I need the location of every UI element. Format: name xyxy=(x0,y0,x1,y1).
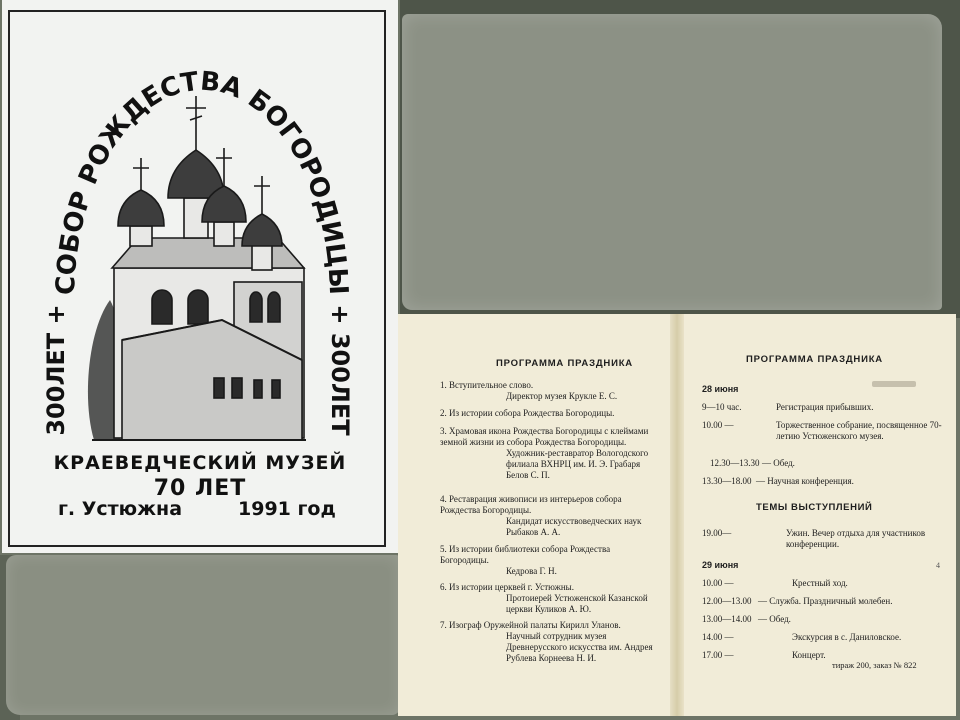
program-item-speaker: Кедрова Г. Н. xyxy=(506,566,557,576)
cover-year: 1991 год xyxy=(238,498,336,520)
schedule-event: — Обед. xyxy=(762,458,795,468)
program-item-speaker: Кандидат искусствоведческих наук Рыбаков А. А. xyxy=(506,516,642,537)
schedule-time: 10.00 — xyxy=(702,578,734,588)
program-item-title: 6. Из истории церквей г. Устюжны. xyxy=(440,582,574,592)
schedule-date: 29 июня xyxy=(702,560,739,570)
schedule-time: 14.00 — xyxy=(702,632,734,642)
program-item-speaker: Научный сотрудник музея Древнерусского искусства им. Андрея Рублева Корнеева Н. И. xyxy=(506,631,653,663)
cover-arc-right: + 300ЛЕТ xyxy=(326,304,354,436)
cover-museum-name: КРАЕВЕДЧЕСКИЙ МУЗЕЙ xyxy=(53,452,347,474)
program-item xyxy=(440,408,660,419)
cover-city: г. Устюжна xyxy=(58,498,183,520)
schedule-event: Ужин. Вечер отдыха для участников конференции. xyxy=(786,528,926,549)
program-spread xyxy=(398,314,956,716)
schedule-event: — Служба. Праздничный молебен. xyxy=(758,596,893,606)
schedule-event: — Обед. xyxy=(758,614,791,624)
program-item xyxy=(440,380,660,402)
schedule-event: Регистрация прибывших. xyxy=(776,402,874,412)
cover-arc-title: СОБОР РОЖДЕСТВА БОГОРОДИЦЫ xyxy=(50,66,354,296)
program-item-speaker: Художник-реставратор Вологодского филиала ВХНРЦ им. И. Э. Грабаря Белов С. П. xyxy=(506,448,649,480)
program-item-title: 4. Реставрация живописи из интерьеров собора Рождества Богородицы. xyxy=(440,494,622,515)
stamp-mark xyxy=(872,381,916,387)
page-number: 4 xyxy=(936,561,940,570)
schedule-time: 12.30—13.30 xyxy=(710,458,760,468)
schedule-time: 9—10 час. xyxy=(702,402,742,412)
schedule-event: Экскурсия в с. Даниловское. xyxy=(792,632,902,642)
program-item-speaker: Протоиерей Устюженской Казанской церкви Куликов А. Ю. xyxy=(506,593,648,614)
booklet-fold xyxy=(670,314,684,716)
schedule-date: 28 июня xyxy=(702,384,739,394)
schedule-time: 12.00—13.00 xyxy=(702,596,752,606)
schedule-time: 10.00 — xyxy=(702,420,734,430)
program-item-title: 1. Вступительное слово. xyxy=(440,380,534,390)
program-item xyxy=(440,620,660,664)
schedule-event: Крестный ход. xyxy=(792,578,848,588)
program-item-title: 5. Из истории библиотеки собора Рождества Богородицы. xyxy=(440,544,611,565)
program-item xyxy=(440,494,660,538)
program-item-title: 3. Храмовая икона Рождества Богородицы с клеймами земной жизни из собора Рождества Богородицы. xyxy=(440,426,649,447)
program-item-speaker: Директор музея Крукле Е. С. xyxy=(506,391,618,401)
program-page-left xyxy=(398,314,670,716)
print-run-note: тираж 200, заказ № 822 xyxy=(832,660,917,670)
program-item xyxy=(440,426,660,481)
program-item-title: 7. Изограф Оружейной палаты Кирилл Уланов. xyxy=(440,620,621,630)
schedule-time: 17.00 — xyxy=(702,650,734,660)
program-item xyxy=(440,582,660,615)
schedule-time: 13.30—18.00 xyxy=(702,476,752,486)
program-page-right xyxy=(684,314,956,716)
torn-paper-bottom xyxy=(6,555,400,715)
cover-arc-left: 300ЛЕТ + xyxy=(42,304,70,436)
schedule-time: 13.00—14.00 xyxy=(702,614,752,624)
schedule-event: Концерт. xyxy=(792,650,826,660)
talks-heading: ТЕМЫ ВЫСТУПЛЕНИЙ xyxy=(756,502,873,513)
cover-anniversary: 70 ЛЕТ xyxy=(153,476,247,501)
program-item-title: 2. Из истории собора Рождества Богородицы. xyxy=(440,408,615,418)
booklet-cover xyxy=(2,0,398,553)
program-right-title: ПРОГРАММА ПРАЗДНИКА xyxy=(746,354,883,365)
torn-paper-top xyxy=(402,14,942,310)
program-item xyxy=(440,544,660,577)
schedule-event: — Научная конференция. xyxy=(756,476,854,486)
schedule-event: Торжественное собрание, посвященное 70-летию Устюженского музея. xyxy=(776,420,942,441)
program-left-title: ПРОГРАММА ПРАЗДНИКА xyxy=(496,358,633,369)
schedule-time: 19.00— xyxy=(702,528,732,538)
